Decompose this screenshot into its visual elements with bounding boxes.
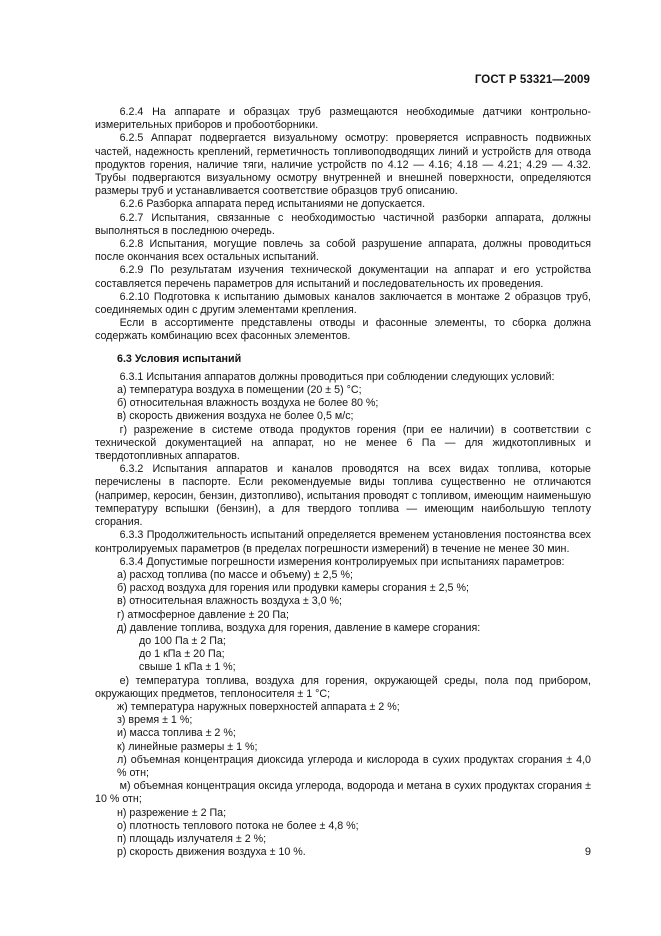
document-body xyxy=(95,106,591,859)
pressure-item: свыше 1 кПа ± 1 %; xyxy=(139,661,236,674)
list-item: р) скорость движения воздуха ± 10 %. xyxy=(117,846,306,859)
page-number: 9 xyxy=(584,846,591,858)
list-item: м) объемная концентрация оксида углерода, водорода и метана в сухих продуктах сгорания ± 10 % отн; xyxy=(95,780,591,806)
list-item: в) относительная влажность воздуха ± 3,0 %; xyxy=(117,595,343,608)
paragraph-6-2-9: 6.2.9 По результатам изучения технической документации на аппарат и его устройства составляется перечень параметров для испытаний и последовательность их проведения. xyxy=(95,264,591,290)
paragraph-6-2-4: 6.2.4 На аппарате и образцах труб размещаются необходимые датчики контрольно-измерительных приборов и пробоотборники. xyxy=(95,106,591,132)
paragraph-6-3-3: 6.3.3 Продолжительность испытаний определяется временем установления постоянства всех контролируемых параметров (в пределах погрешности измерений) в течение не менее 30 мин. xyxy=(95,529,591,555)
list-item: и) масса топлива ± 2 %; xyxy=(117,727,236,740)
list-item: в) скорость движения воздуха не более 0,5 м/с; xyxy=(117,410,354,423)
list-item: а) расход топлива (по массе и объему) ± 2,5 %; xyxy=(117,568,353,581)
paragraph-6-2-7: 6.2.7 Испытания, связанные с необходимостью частичной разборки аппарата, должны выполняться в последнюю очередь. xyxy=(95,211,591,237)
paragraph-6-3-2: 6.3.2 Испытания аппаратов и каналов проводятся на всех видах топлива, которые перечислены в паспорте. Если рекомендуемые виды топлива существенно не отличаются (например, керосин, бензин, дизтопливо), испытания проводят с топливом, имеющим наименьшую температуру вспышки (бензин), а для твердого топлива — имеющим наибольшую теплоту сгорания. xyxy=(95,463,591,529)
pressure-item: до 1 кПа ± 20 Па; xyxy=(139,648,225,661)
list-item: г) разрежение в системе отвода продуктов горения (при ее наличии) в соответствии с технической документацией на аппарат, но не менее 6 Па — для жидкотопливных и твердотопливных аппаратов. xyxy=(95,423,591,463)
section-title-6-3: 6.3 Условия испытаний xyxy=(117,352,242,365)
list-item: е) температура топлива, воздуха для горения, окружающей среды, пола под прибором, окружающих предметов, теплоносителя ± 1 °С; xyxy=(95,674,591,700)
paragraph-assortment: Если в ассортименте представлены отводы и фасонные элементы, то сборка должна содержать комбинацию всех фасонных элементов. xyxy=(95,317,591,343)
pressure-item: до 100 Па ± 2 Па; xyxy=(139,634,226,647)
list-item: г) атмосферное давление ± 20 Па; xyxy=(117,608,289,621)
paragraph-6-3-4: 6.3.4 Допустимые погрешности измерения контролируемых при испытаниях параметров: xyxy=(119,555,565,568)
list-item: о) плотность теплового потока не более ± 4,8 %; xyxy=(117,819,359,832)
paragraph-6-2-10: 6.2.10 Подготовка к испытанию дымовых каналов заключается в монтаже 2 образцов труб, соединяемых один с другим элементами крепления. xyxy=(95,290,591,317)
standard-header: ГОСТ Р 53321—2009 xyxy=(474,74,590,86)
paragraph-6-2-6: 6.2.6 Разборка аппарата перед испытаниями не допускается. xyxy=(119,198,426,211)
list-item: а) температура воздуха в помещении (20 ± 5) °С; xyxy=(117,384,362,397)
list-item: н) разрежение ± 2 Па; xyxy=(117,806,227,819)
list-item: п) площадь излучателя ± 2 %; xyxy=(117,832,267,845)
paragraph-6-2-8: 6.2.8 Испытания, могущие повлечь за собой разрушение аппарата, должны проводиться после окончания всех остальных испытаний. xyxy=(95,238,591,264)
list-item: д) давление топлива, воздуха для горения, давление в камере сгорания: xyxy=(117,621,481,634)
paragraph-6-3-1: 6.3.1 Испытания аппаратов должны проводиться при соблюдении следующих условий: xyxy=(119,370,555,383)
list-item: б) расход воздуха для горения или продувки камеры сгорания ± 2,5 %; xyxy=(117,582,469,595)
list-item: к) линейные размеры ± 1 %; xyxy=(117,740,258,753)
list-item: л) объемная концентрация диоксида углерода и кислорода в сухих продуктах сгорания ± 4,0 % отн; xyxy=(117,753,591,779)
list-item: б) относительная влажность воздуха не более 80 %; xyxy=(117,397,379,410)
paragraph-6-2-5: 6.2.5 Аппарат подвергается визуальному осмотру: проверяется исправность подвижных частей, надежность креплений, герметичность топливоподводящих линий и устройств для отвода продуктов горения, наличие тяги, наличие устройств по 4.12 — 4.16; 4.18 — 4.21; 4.29 — 4.32. Трубы подвергаются визуальному осмотру внутренней и внешней поверхности, определяются размеры труб и устанавливается соответствие образцов труб описанию. xyxy=(95,132,591,198)
list-item: ж) температура наружных поверхностей аппарата ± 2 %; xyxy=(117,700,400,713)
list-item: з) время ± 1 %; xyxy=(117,714,193,727)
